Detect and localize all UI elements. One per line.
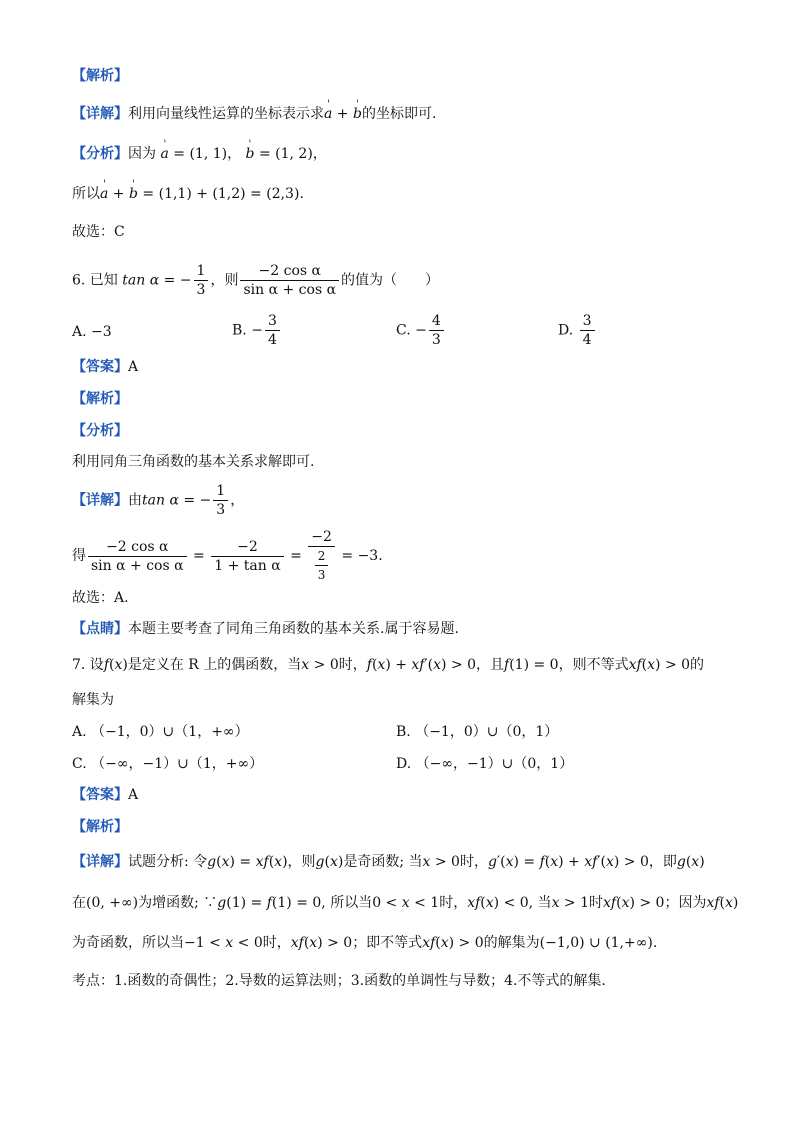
q7-stem-line2: 解集为 — [72, 692, 114, 708]
q6-xiangjie: 【详解】由tan α = − $\frac{1}{3}$ ， — [72, 483, 245, 518]
answer-line-5: 故选：C — [72, 224, 125, 240]
q7-option-c: C. （−∞，−1）∪（1，+∞） — [72, 756, 264, 772]
q7-kaodian: 考点：1.函数的奇偶性；2.导数的运算法则；3.函数的单调性与导数；4.不等式的解集. — [72, 973, 606, 989]
q7-option-d: D. （−∞，−1）∪（0，1） — [396, 756, 574, 772]
jiexi-heading-5: 【解析】 — [72, 68, 128, 84]
q6-dianjing: 【点睛】本题主要考查了同角三角函数的基本关系.属于容易题. — [72, 621, 459, 637]
q7-option-a: A. （−1，0）∪（1，+∞） — [72, 724, 249, 740]
q6-option-d: D. $\frac{3}{4}$ — [558, 312, 597, 349]
q6-choose: 故选：A. — [72, 590, 129, 606]
q6-derivation: 得 $\frac{\text{−2 cos α}}{\text{sin α + cos α}}$ = $\frac{-2}{\text{1 + tan α}}$ = $\frac{-2}{\frac{2}{3}}$ = −3. — [72, 529, 383, 582]
q7-stem-line1: 7. 设f(x)是定义在 R 上的偶函数，当x > 0时，f(x) + xf′(x) > 0，且f(1) = 0，则不等式xf(x) > 0的 — [72, 657, 705, 673]
q6-jiexi: 【解析】 — [72, 391, 128, 407]
q7-detail-line1: 【详解】试题分析: 令g(x) = xf(x)，则g(x)是奇函数; 当x > 0时，g′(x) = f(x) + xf′(x) > 0，即g(x) — [72, 854, 705, 870]
q6-answer: 【答案】A — [72, 359, 139, 375]
q7-detail-line3: 为奇函数，所以当−1 < x < 0时，xf(x) > 0；即不等式xf(x) > 0的解集为(−1,0) ∪ (1,+∞). — [72, 935, 658, 951]
q7-answer: 【答案】A — [72, 787, 139, 803]
q7-jiexi: 【解析】 — [72, 819, 128, 835]
xiangjie-line-5: 【详解】利用向量线性运算的坐标表示求' a + ' b的坐标即可. — [72, 104, 436, 124]
q6-fenxi-text: 利用同角三角函数的基本关系求解即可. — [72, 454, 315, 470]
q7-detail-line2: 在(0, +∞)为增函数; ∵g(1) = f(1) = 0, 所以当0 < x < 1时，xf(x) < 0, 当x > 1时xf(x) > 0；因为xf(x) — [72, 895, 739, 911]
q7-option-b: B. （−1，0）∪（0，1） — [396, 724, 559, 740]
q6-fenxi: 【分析】 — [72, 423, 128, 439]
q6-option-b: B. − $\frac{3}{4}$ — [232, 312, 282, 349]
result-line-5: 所以' a + ' b = (1,1) + (1,2) = (2,3). — [72, 184, 304, 204]
q6-option-c: C. − $\frac{4}{3}$ — [396, 312, 446, 349]
q6-option-a: A. −3 — [72, 324, 112, 340]
fenxi-line-5: 【分析】因为 ' a = (1, 1)， ' b = (1, 2)， — [72, 144, 327, 164]
q6-stem: 6. 已知 tan α = − $\frac{1}{3}$ ，则 $\frac{\text{−2 cos α}}{\text{sin α + cos α}}$ 的值为（ ） — [72, 263, 440, 298]
